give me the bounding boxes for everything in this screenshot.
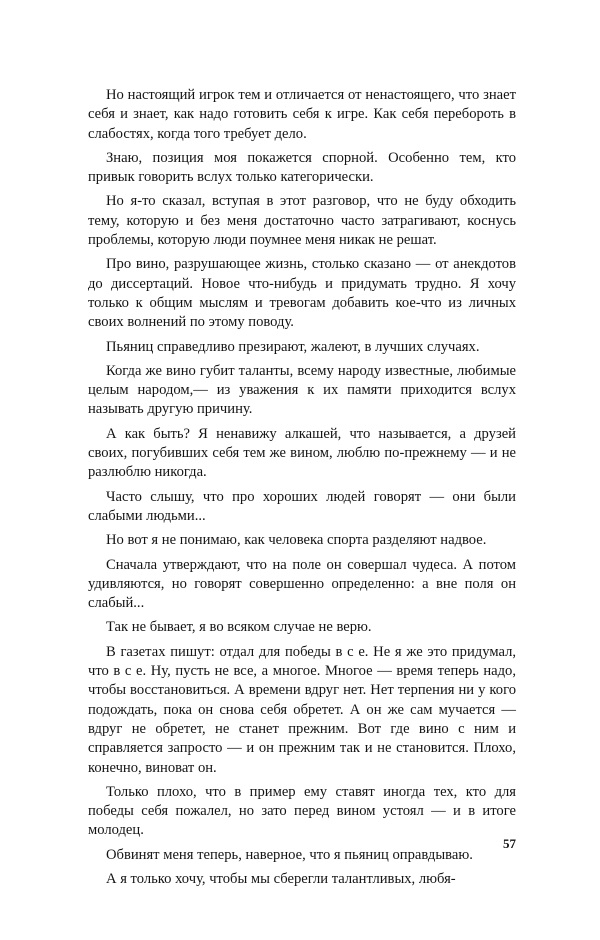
paragraph-5: Пьяниц справедливо презирают, жалеют, в лучших случаях.: [106, 338, 480, 355]
paragraph-2: Знаю, позиция моя покажется спорной. Особенно тем, кто привык говорить вслух только категорически.: [88, 149, 516, 186]
paragraph-4: Про вино, разрушающее жизнь, столько сказано — от анекдотов до диссертаций. Новое что-нибудь и придумать трудно. Я хочу только к общим мыслям и тревогам добавить кое-что из личных своих волнений по этому поводу.: [88, 256, 516, 331]
paragraph-10: Сначала утверждают, что на поле он совершал чудеса. А потом удивляются, но говорят совершенно определенно: а вне поля он слабый...: [88, 556, 516, 612]
paragraph-6: Когда же вино губит таланты, всему народу известные, любимые целым народом,— из уважения к их памяти приходится вслух называть другую причину.: [88, 362, 516, 418]
page-number: 57: [503, 836, 516, 851]
paragraph-12: В газетах пишут: отдал для победы в с е. Не я же это придумал, что в с е. Ну, пусть не все, а многое. Многое — время теперь надо, чтобы восстановиться. А времени вдруг нет. Нет терпения ни у кого подождать, пока он снова себя обретет. А он же сам мучается — вдруг не обретет, не станет прежним. Вот где вино с ним и справляется запросто — и он прежним так и не становится. Плохо, конечно, виноват он.: [88, 643, 516, 776]
paragraph-13: Только плохо, что в пример ему ставят иногда тех, кто для победы себя пожалел, но зато перед вином устоял — и в итоге молодец.: [88, 783, 516, 839]
paragraph-15: А я только хочу, чтобы мы сберегли талантливых, любя-: [106, 870, 456, 887]
paragraph-3: Но я-то сказал, вступая в этот разговор, что не буду обходить тему, которую и без меня достаточно часто затрагивают, коснусь проблемы, которую люди поумнее меня никак не решат.: [88, 193, 516, 249]
paragraph-11: Так не бывает, я во всяком случае не верю.: [106, 619, 372, 636]
page-text: [88, 86, 516, 894]
paragraph-8: Часто слышу, что про хороших людей говорят — они были слабыми людьми...: [88, 488, 516, 524]
paragraph-1: Но настоящий игрок тем и отличается от ненастоящего, что знает себя и знает, как надо готовить себя к игре. Как себя перебороть в слабостях, когда того требует дело.: [88, 87, 516, 142]
paragraph-7: А как быть? Я ненавижу алкашей, что называется, а друзей своих, погубивших себя тем же вином, люблю по-прежнему — и не разлюблю никогда.: [88, 425, 516, 481]
paragraph-9: Но вот я не понимаю, как человека спорта разделяют надвое.: [106, 532, 487, 549]
paragraph-14: Обвинят меня теперь, наверное, что я пьяниц оправдываю.: [106, 846, 473, 863]
